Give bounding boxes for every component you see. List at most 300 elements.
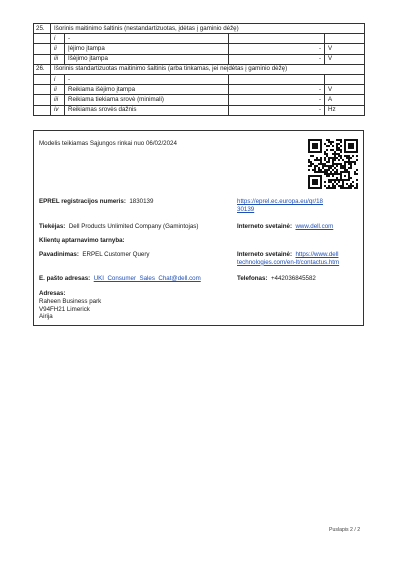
phone-label: Telefonas: [237,275,268,282]
qr-module [344,179,346,181]
qr-module [350,185,352,187]
qr-module [344,161,346,163]
qr-module [330,187,332,189]
qr-module [346,179,348,181]
qr-module [356,139,358,141]
qr-module [338,143,340,145]
qr-module [334,179,336,181]
qr-module [332,159,334,161]
qr-module [318,167,320,169]
qr-module [326,145,328,147]
qr-module [328,179,330,181]
qr-module [342,167,344,169]
qr-module [316,187,318,189]
qr-module [336,147,338,149]
qr-module [352,151,354,153]
spec-row [34,34,365,44]
qr-module [320,147,322,149]
qr-module [318,169,320,171]
qr-module [316,143,318,145]
qr-module [344,143,346,145]
address-block [39,290,101,321]
qr-module [320,175,322,177]
cs-name-value: ERPEL Customer Query [82,251,150,258]
qr-module [340,171,342,173]
qr-module [310,151,312,153]
qr-module [352,155,354,157]
qr-module [336,153,338,155]
qr-module [316,165,318,167]
spec-row-number [34,74,51,84]
qr-module [332,153,334,155]
spec-table-body [34,24,365,116]
qr-module [354,163,356,165]
qr-module [354,187,356,189]
spec-row-subindex: i [51,34,65,44]
qr-module [332,161,334,163]
qr-module [350,145,352,147]
qr-module [318,159,320,161]
qr-module [322,163,324,165]
spec-row-number [34,54,51,64]
website-link[interactable]: www.dell.com [295,223,334,230]
qr-module [336,145,338,147]
spec-row-number: 26. [34,64,51,74]
spec-row-heading: Išorinis maitinimo šaltinis (nestandartizuotas, įdėtas į gaminio dėžę) [51,24,365,34]
cs-name-label: Pavadinimas: [39,251,79,258]
qr-code-icon[interactable] [308,139,358,189]
qr-module [348,159,350,161]
qr-module [356,155,358,157]
qr-module [350,177,352,179]
qr-module [336,169,338,171]
qr-module [316,181,318,183]
qr-module [314,179,316,181]
qr-module [316,183,318,185]
qr-module [356,145,358,147]
qr-module [314,165,316,167]
spec-row [34,44,365,54]
qr-module [332,179,334,181]
qr-module [324,181,326,183]
qr-module [312,175,314,177]
qr-module [312,147,314,149]
qr-module [344,167,346,169]
qr-module [356,185,358,187]
qr-module [342,165,344,167]
phone-row [237,275,316,283]
qr-module [326,187,328,189]
qr-module [326,171,328,173]
qr-module [326,155,328,157]
qr-module [340,155,342,157]
qr-module [336,177,338,179]
qr-module [356,173,358,175]
spec-row-unit: V [325,54,365,64]
qr-module [346,183,348,185]
spec-row-number [34,34,51,44]
qr-module [334,157,336,159]
qr-module [308,143,310,145]
qr-module [328,145,330,147]
qr-module [308,151,310,153]
qr-module [320,151,322,153]
qr-module [344,155,346,157]
qr-module [328,157,330,159]
qr-module [320,181,322,183]
website-label: Interneto svetainė: [237,223,293,230]
qr-module [322,165,324,167]
qr-module [332,185,334,187]
qr-module [320,183,322,185]
qr-module [308,175,310,177]
qr-module [324,159,326,161]
qr-module [334,153,336,155]
qr-module [334,187,336,189]
spec-row-value: - [229,95,325,105]
qr-module [342,171,344,173]
qr-module [334,185,336,187]
phone-value: +442036845582 [270,275,316,282]
qr-module [314,139,316,141]
qr-module [310,175,312,177]
qr-module [308,139,310,141]
qr-module [348,173,350,175]
qr-module [334,171,336,173]
qr-module [348,143,350,145]
qr-module [354,151,356,153]
spec-row [34,24,365,34]
qr-module [330,171,332,173]
qr-module [308,183,310,185]
qr-module [340,167,342,169]
qr-module [352,185,354,187]
qr-module [316,171,318,173]
qr-module [316,179,318,181]
qr-module [332,175,334,177]
spec-row-number [34,105,51,115]
qr-module [308,149,310,151]
qr-module [356,147,358,149]
spec-row-subindex: iv [51,105,65,115]
qr-module [328,141,330,143]
spec-row [34,64,365,74]
qr-module [328,167,330,169]
qr-module [320,161,322,163]
qr-module [308,145,310,147]
qr-module [336,183,338,185]
qr-module [334,167,336,169]
qr-module [328,187,330,189]
qr-module [340,175,342,177]
qr-module [352,139,354,141]
qr-module [342,181,344,183]
qr-module [308,181,310,183]
spec-table [33,23,365,116]
qr-module [352,145,354,147]
spec-row-number [34,44,51,54]
qr-module [318,171,320,173]
spec-row-subindex: iii [51,95,65,105]
qr-module [356,143,358,145]
qr-module [342,187,344,189]
qr-module [338,153,340,155]
qr-module [332,173,334,175]
qr-module [342,179,344,181]
qr-module [336,165,338,167]
qr-module [320,139,322,141]
spec-row-unit: V [325,44,365,54]
qr-module [324,143,326,145]
spec-row-heading: Išorinis standartizuotas maitinimo šaltinis (arba tinkamas, jei neįdėtas į gaminio dėžę) [51,64,365,74]
qr-module [348,139,350,141]
qr-module [316,159,318,161]
qr-module [314,175,316,177]
qr-module [312,151,314,153]
qr-module [350,143,352,145]
qr-module [324,157,326,159]
qr-module [334,181,336,183]
supplier-name: Dell Products Unlimited Company (Gamintojas) [68,223,199,230]
spec-row-label: - [65,34,229,44]
spec-row-unit: A [325,95,365,105]
qr-module [314,151,316,153]
spec-row-value: - [229,85,325,95]
qr-module [348,171,350,173]
qr-module [308,185,310,187]
cs-website-line2[interactable]: technologies.com/en-lt/contactus.htm [237,258,340,266]
qr-module [330,157,332,159]
qr-module [330,181,332,183]
qr-module [338,149,340,151]
qr-module [308,159,310,161]
spec-row-subindex: ii [51,85,65,95]
qr-module [308,147,310,149]
qr-module [350,147,352,149]
website-row [237,223,333,231]
qr-module [336,139,338,141]
qr-module [312,179,314,181]
qr-module [310,161,312,163]
qr-module [328,161,330,163]
qr-module [310,165,312,167]
qr-module [356,169,358,171]
customer-service-heading: Klientų aptarnavimo tarnyba: [39,237,125,244]
qr-module [346,161,348,163]
qr-module [344,151,346,153]
qr-module [308,177,310,179]
qr-module [344,175,346,177]
qr-module [334,163,336,165]
qr-module [348,155,350,157]
qr-module [350,139,352,141]
email-label: E. pašto adresas: [39,275,91,282]
spec-row-subindex: i [51,74,65,84]
qr-module [348,185,350,187]
qr-module [320,143,322,145]
qr-module [334,151,336,153]
qr-module [314,167,316,169]
qr-module [332,149,334,151]
qr-module [346,171,348,173]
qr-module [328,185,330,187]
qr-module [356,187,358,189]
eprel-url-link[interactable] [237,198,323,214]
qr-module [320,179,322,181]
qr-module [314,159,316,161]
supplier-info-card [33,130,364,326]
qr-module [330,167,332,169]
qr-module [308,161,310,163]
spec-row-value: - [229,44,325,54]
qr-module [332,141,334,143]
qr-module [320,163,322,165]
address-line: Airija [39,313,53,321]
qr-module [330,149,332,151]
spec-row-label: Reikiama išėjimo įtampa [65,85,229,95]
qr-module [342,183,344,185]
qr-module [338,155,340,157]
model-intro: Modelis teikiamas Sąjungos rinkai nuo 06/02/2024 [39,140,177,147]
address-line: Raheen Business park [39,297,102,305]
qr-module [312,187,314,189]
qr-module [340,151,342,153]
eprel-url-line2: 30139 [237,205,255,213]
qr-module [344,149,346,151]
spec-row-subindex: iii [51,54,65,64]
qr-module [348,187,350,189]
qr-module [346,139,348,141]
cs-website-line1[interactable]: https://www.dell [295,251,339,258]
qr-module [310,139,312,141]
qr-module [338,159,340,161]
qr-module [354,171,356,173]
address-line: V94FH21 Limerick [39,305,90,313]
spec-row-subindex: ii [51,44,65,54]
qr-module [308,165,310,167]
qr-module [338,147,340,149]
qr-module [350,183,352,185]
qr-module [346,155,348,157]
qr-module [318,163,320,165]
qr-module [312,181,314,183]
qr-module [338,181,340,183]
qr-module [332,163,334,165]
email-row [39,275,201,283]
qr-module [326,173,328,175]
qr-module [326,139,328,141]
qr-module [328,165,330,167]
qr-module [356,149,358,151]
qr-module [314,147,316,149]
address-label: Adresas: [39,290,66,297]
qr-module [328,181,330,183]
qr-module [312,183,314,185]
cs-name-row [39,251,150,259]
qr-module [328,169,330,171]
qr-module [320,185,322,187]
spec-row-label: Reikiamas srovės dažnis [65,105,229,115]
qr-module [320,169,322,171]
qr-module [338,139,340,141]
qr-module [308,141,310,143]
qr-module [346,157,348,159]
qr-module [334,155,336,157]
qr-module [340,173,342,175]
qr-module [314,183,316,185]
qr-module [348,179,350,181]
qr-module [332,145,334,147]
qr-module [336,163,338,165]
qr-module [318,151,320,153]
qr-module [354,161,356,163]
qr-module [320,149,322,151]
qr-module [352,147,354,149]
qr-module [312,143,314,145]
qr-module [352,181,354,183]
qr-module [336,157,338,159]
qr-module [356,141,358,143]
qr-module [312,155,314,157]
spec-row [34,74,365,84]
qr-module [336,149,338,151]
qr-module [336,179,338,181]
qr-module [338,179,340,181]
qr-module [312,169,314,171]
qr-module [326,161,328,163]
qr-module [308,179,310,181]
qr-module [350,187,352,189]
qr-module [320,177,322,179]
qr-module [314,171,316,173]
qr-module [344,147,346,149]
qr-module [318,175,320,177]
qr-module [340,157,342,159]
qr-module [356,179,358,181]
eprel-url-line1: https://eprel.ec.europa.eu/qr/18 [237,198,323,205]
qr-module [338,163,340,165]
qr-module [322,171,324,173]
qr-module [356,183,358,185]
qr-module [314,181,316,183]
qr-module [344,163,346,165]
qr-module [324,173,326,175]
spec-row-unit [325,34,365,44]
qr-module [352,143,354,145]
spec-row-value [229,34,325,44]
qr-module [348,175,350,177]
qr-module [320,145,322,147]
qr-module [326,153,328,155]
qr-module [314,145,316,147]
qr-module [350,163,352,165]
qr-module [318,139,320,141]
page-number: Puslapis 2 / 2 [329,527,361,533]
qr-module [344,169,346,171]
spec-row [34,95,365,105]
qr-module [340,185,342,187]
qr-module [350,165,352,167]
spec-row-label: Išėjimo įtampa [65,54,229,64]
qr-module [316,151,318,153]
qr-module [348,145,350,147]
email-link[interactable]: UKI_Consumer_Sales_Chat@dell.com [93,275,201,282]
qr-module [308,187,310,189]
qr-module [314,169,316,171]
qr-module [334,159,336,161]
qr-module [348,163,350,165]
qr-module [332,169,334,171]
